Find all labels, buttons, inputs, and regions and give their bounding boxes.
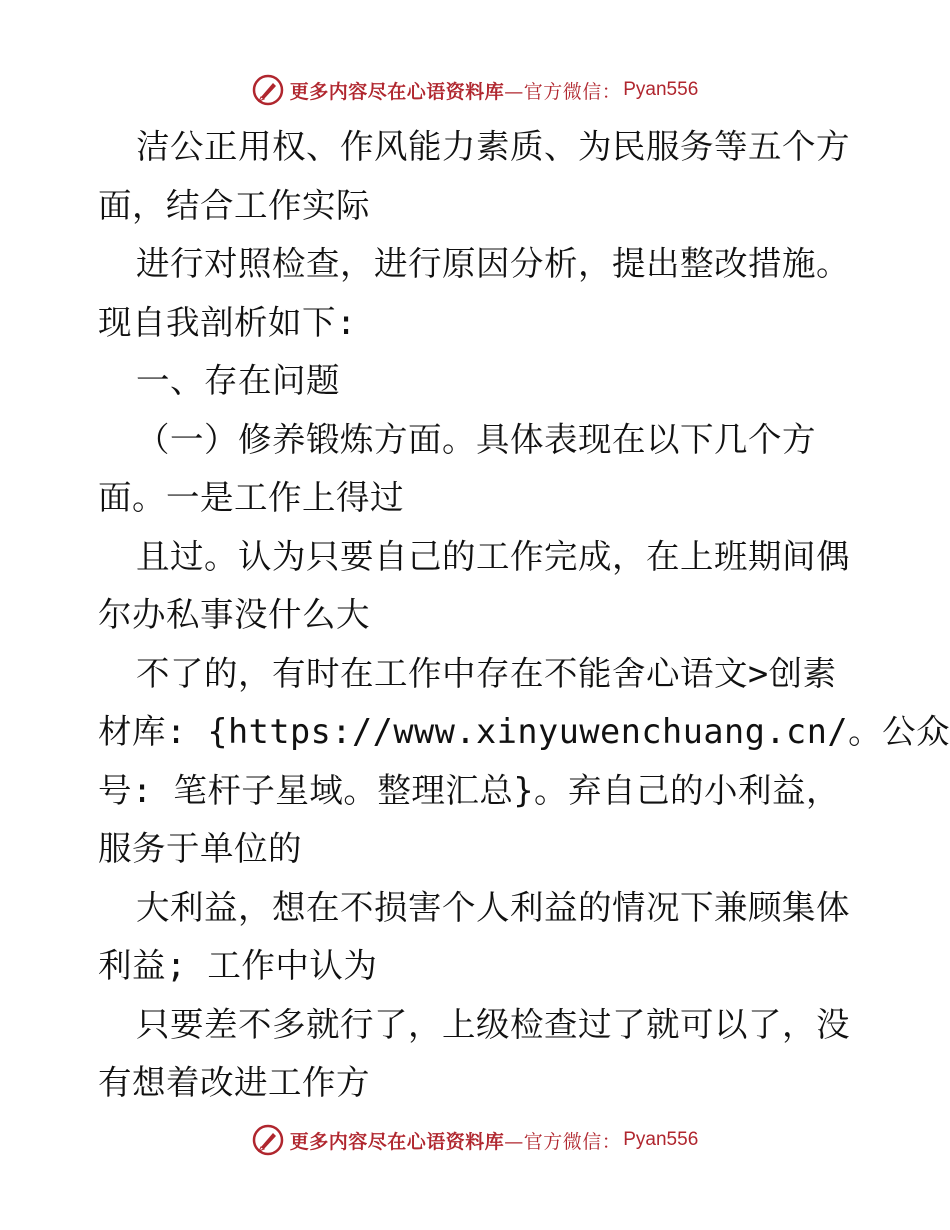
text-line: 号: 笔杆子星域。整理汇总}。弃自己的小利益， [98,770,841,810]
banner-wechat-label: —官方微信： [504,80,622,103]
banner-wechat-label: —官方微信： [504,1130,622,1153]
document-body [98,118,950,1113]
text-line: 尔办私事没什么大 [98,595,370,634]
banner-main-text: 更多内容尽在心语资料库 [289,80,505,103]
pen-logo-icon [252,74,284,106]
text-line: 面。一是工作上得过 [98,478,404,517]
text-line: 大利益，想在不损害个人利益的情况下兼顾集体 [136,887,850,927]
text-line: 且过。认为只要自己的工作完成，在上班期间偶 [136,536,850,576]
footer-banner [0,1120,950,1160]
text-line: 洁公正用权、作风能力素质、为民服务等五个方 [136,127,850,166]
banner-wechat-id: Pyan556 [623,79,699,100]
text-line: （一）修养锻炼方面。具体表现在以下几个方 [136,419,816,459]
text-line: 一、存在问题 [136,361,340,400]
text-line: 不了的，有时在工作中存在不能舍心语文>创素 [136,653,837,693]
text-line: 利益; 工作中认为 [98,946,378,985]
text-line: 进行对照检查，进行原因分析，提出整改措施。 [136,244,850,283]
text-line: 现自我剖析如下: [98,302,357,342]
text-line: 服务于单位的 [98,829,302,868]
text-line: 只要差不多就行了，上级检查过了就可以了，没 [136,1004,850,1044]
header-banner [0,70,950,110]
pen-logo-icon [252,1124,284,1156]
banner-wechat-id: Pyan556 [623,1129,699,1150]
text-line: 材库: {https://www.xinyuwenchuang.cn/。公众 [98,712,950,751]
text-line: 有想着改进工作方 [98,1063,370,1102]
banner-main-text: 更多内容尽在心语资料库 [289,1130,505,1153]
text-line: 面，结合工作实际 [98,185,370,225]
